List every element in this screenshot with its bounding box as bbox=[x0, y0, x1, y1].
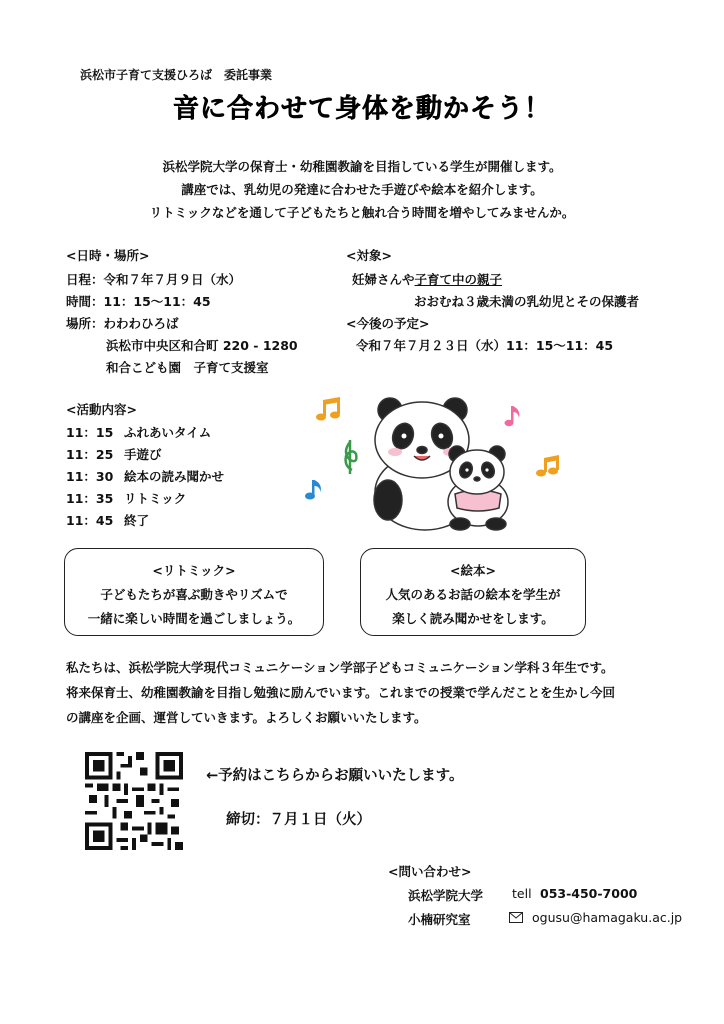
qr-code[interactable] bbox=[85, 752, 183, 850]
time-line: 時間：11：15～11：45 bbox=[66, 294, 211, 309]
rhythmic-box bbox=[64, 548, 324, 636]
activities-heading: <活動内容> bbox=[66, 402, 137, 417]
future-line: 令和７年７月２３日（水）11：15～11：45 bbox=[356, 338, 614, 353]
target-underlined: 子育て中の親子 bbox=[414, 272, 503, 287]
future-heading: <今後の予定> bbox=[346, 316, 430, 331]
place-line: 場所：わわわひろば bbox=[66, 316, 179, 331]
rhythmic-heading: <リトミック> bbox=[152, 563, 236, 578]
music-note-orange-2-icon bbox=[536, 455, 559, 477]
activity-time-3: 11：30 bbox=[66, 469, 114, 484]
activity-label-5: 終了 bbox=[124, 513, 150, 528]
about-line-3: の講座を企画、運営していきます。よろしくお願いいたします。 bbox=[66, 710, 427, 725]
music-note-orange-icon bbox=[316, 397, 340, 421]
picturebook-heading: <絵本> bbox=[450, 563, 496, 578]
target-line-2: おおむね３歳未満の乳幼児とその保護者 bbox=[414, 294, 640, 309]
tel-number[interactable]: 053-450-7000 bbox=[540, 886, 638, 901]
music-note-green-icon bbox=[346, 440, 357, 474]
picturebook-box bbox=[360, 548, 586, 636]
about-line-2: 将来保育士、幼稚園教諭を目指し勉強に励んでいます。これまでの授業で学んだことを生かし今回 bbox=[66, 685, 616, 700]
intro-line-2: 講座では、乳幼児の発達に合わせた手遊びや絵本を紹介します。 bbox=[181, 182, 543, 197]
panda-illustration bbox=[300, 392, 570, 532]
rhythmic-line-1: 子どもたちが喜ぶ動きやリズムで bbox=[100, 587, 288, 602]
contact-heading: <問い合わせ> bbox=[388, 864, 472, 879]
activity-label-3: 絵本の読み聞かせ bbox=[124, 469, 225, 484]
reservation-text: ←予約はこちらからお願いいたします。 bbox=[206, 768, 464, 784]
activity-label-2: 手遊び bbox=[124, 447, 162, 462]
header-text: 浜松市子育て支援ひろば 委託事業 bbox=[80, 68, 273, 82]
facility-line: 和合こども園 子育て支援室 bbox=[106, 360, 269, 375]
datetime-heading: <日時・場所> bbox=[66, 248, 150, 263]
contact-org: 浜松学院大学 bbox=[408, 888, 484, 903]
activity-label-4: リトミック bbox=[124, 491, 187, 506]
address-line: 浜松市中央区和合町 220 - 1280 bbox=[106, 338, 298, 353]
target-line-1 bbox=[352, 270, 502, 288]
activity-label-1: ふれあいタイム bbox=[124, 425, 212, 440]
target-prefix: 妊婦さんや bbox=[352, 272, 415, 287]
activity-time-5: 11：45 bbox=[66, 513, 114, 528]
activity-time-2: 11：25 bbox=[66, 447, 114, 462]
intro-line-1: 浜松学院大学の保育士・幼稚園教諭を目指している学生が開催します。 bbox=[162, 159, 562, 174]
intro-line-3: リトミックなどを通して子どもたちと触れ合う時間を増やしてみませんか。 bbox=[149, 205, 575, 220]
music-note-pink-icon bbox=[505, 406, 520, 426]
tel-label: tell bbox=[512, 886, 532, 901]
email-link[interactable]: ogusu@hamagaku.ac.jp bbox=[532, 910, 683, 925]
deadline-text: 締切：７月１日（火） bbox=[226, 812, 371, 828]
rhythmic-line-2: 一緒に楽しい時間を過ごしましょう。 bbox=[87, 611, 301, 626]
picturebook-line-2: 楽しく読み聞かせをします。 bbox=[392, 611, 554, 626]
picturebook-line-1: 人気のあるお話の絵本を学生が bbox=[385, 587, 561, 602]
activity-time-4: 11：35 bbox=[66, 491, 114, 506]
target-heading: <対象> bbox=[346, 248, 392, 263]
date-line: 日程：令和７年７月９日（水） bbox=[66, 272, 242, 287]
small-panda bbox=[448, 446, 508, 530]
page-title: 音に合わせて身体を動かそう！ bbox=[172, 94, 551, 124]
contact-lab: 小楠研究室 bbox=[408, 912, 471, 927]
activity-time-1: 11：15 bbox=[66, 425, 114, 440]
envelope-icon bbox=[509, 912, 523, 923]
music-note-blue-icon bbox=[305, 480, 321, 500]
about-line-1: 私たちは、浜松学院大学現代コミュニケーション学部子どもコミュニケーション学科３年生です。 bbox=[66, 660, 614, 675]
